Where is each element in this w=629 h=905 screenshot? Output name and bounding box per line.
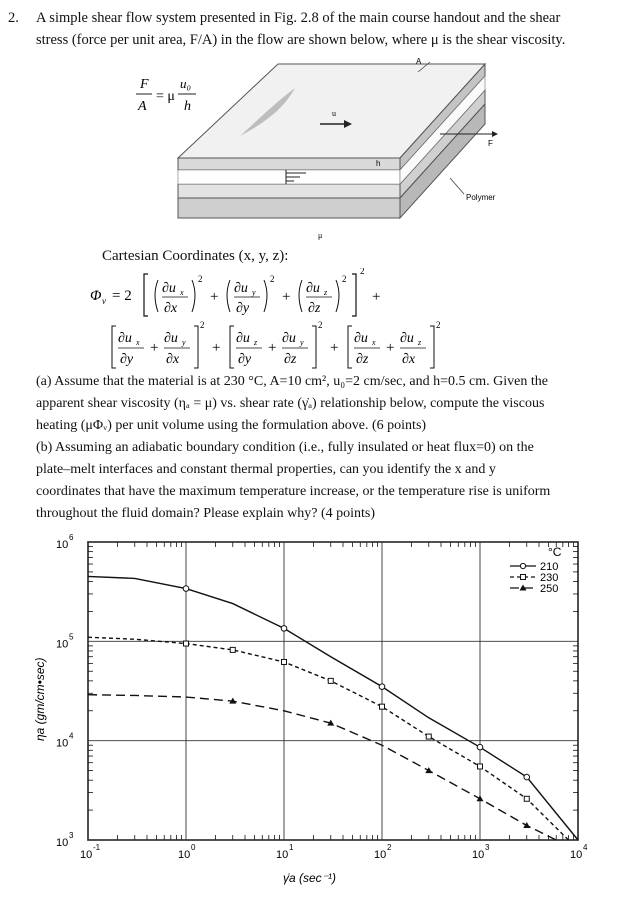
- polymer-leader: [450, 178, 464, 194]
- series-line-210: [88, 576, 578, 840]
- y-axis-label: ηa (gm/cm•sec): [33, 657, 47, 741]
- t2-num: ∂u: [234, 281, 248, 296]
- legend-label-230: 230: [540, 572, 559, 584]
- x-axis-label: γ̇a (sec⁻¹): [283, 871, 337, 885]
- l2-t4-num-sub: y: [300, 338, 304, 347]
- y-tick-exp: 3: [69, 831, 74, 840]
- x-tick-exp: -1: [93, 843, 101, 852]
- plus-2: +: [282, 289, 291, 305]
- l2-plus-a: +: [150, 340, 159, 356]
- l2-t2-num-sub: y: [182, 338, 186, 347]
- paren-3-right: [336, 280, 339, 312]
- paren-1-left: [155, 280, 158, 312]
- l2-t2-den: ∂x: [166, 352, 180, 367]
- marker-square: [230, 647, 235, 652]
- x-tick-exp: 4: [583, 843, 588, 852]
- marker-triangle: [477, 795, 484, 801]
- force-arrowhead-icon: [492, 131, 498, 137]
- formula-h: h: [184, 99, 191, 114]
- l2-t6-den: ∂x: [402, 352, 416, 367]
- part-b-line-1: (b) Assuming an adiabatic boundary condition (i.e., fully insulated or heat flux=0) on the: [36, 440, 534, 455]
- polymer-layer: [178, 184, 400, 198]
- y-tick-base: 10: [56, 638, 69, 651]
- t2-den: ∂y: [236, 301, 250, 316]
- marker-square: [380, 704, 385, 709]
- b2-square: 2: [318, 320, 323, 330]
- t3-num-sub: z: [324, 288, 328, 297]
- formula-eq: = μ: [156, 89, 175, 104]
- legend-marker-circle: [520, 563, 525, 568]
- question-number: 2.: [8, 10, 19, 26]
- l2-t2-num: ∂u: [164, 331, 178, 346]
- l2-plus-c: +: [386, 340, 395, 356]
- label-polymer: Polymer: [466, 193, 496, 202]
- legend-marker-square: [521, 575, 526, 580]
- part-b-line-3: coordinates that have the maximum temperature increase, or the temperature rise is uniform: [36, 484, 551, 499]
- paren-1-right: [192, 280, 195, 312]
- legend-title: °C: [548, 545, 562, 559]
- l2-plus-1: +: [212, 340, 221, 356]
- label-F: F: [488, 139, 493, 148]
- question-line-1: A simple shear flow system presented in Fig. 2.8 of the main course handout and the shear: [36, 10, 561, 26]
- l2-t4-num: ∂u: [282, 331, 296, 346]
- l2-t5-den: ∂z: [356, 352, 369, 367]
- phi-symbol: Φ: [90, 288, 102, 304]
- y-tick-exp: 5: [69, 632, 74, 642]
- plus-3: +: [372, 289, 381, 305]
- b2-right: [312, 326, 316, 368]
- equals-two: = 2: [112, 288, 132, 304]
- paren-3-left: [299, 280, 302, 312]
- y-tick-base: 10: [56, 737, 69, 750]
- t2-square: 2: [270, 274, 275, 284]
- marker-square: [478, 764, 483, 769]
- y-tick-exp: 6: [69, 533, 74, 542]
- y-tick-base: 10: [56, 539, 69, 551]
- l2-t6-num-sub: z: [418, 338, 422, 347]
- marker-square: [184, 641, 189, 646]
- l2-t3-den: ∂y: [238, 352, 252, 367]
- x-tick-base: 10: [374, 849, 387, 861]
- plus-1: +: [210, 289, 219, 305]
- t2-num-sub: y: [252, 288, 256, 297]
- y-tick-exp: 4: [69, 731, 74, 741]
- paren-2-left: [227, 280, 230, 312]
- part-a-line-1: (a) Assume that the material is at 230 °C, A=10 cm², u₀=2 cm/sec, and h=0.5 cm. Given the: [36, 374, 548, 389]
- coordinates-title: Cartesian Coordinates (x, y, z):: [102, 248, 289, 264]
- marker-circle: [477, 744, 483, 750]
- t1-den: ∂x: [164, 301, 178, 316]
- label-u: u: [332, 109, 336, 118]
- outer-bracket-left: [144, 274, 148, 316]
- l2-t6-num: ∂u: [400, 331, 414, 346]
- part-a-line-3: heating (μΦᵥ) per unit volume using the formulation above. (6 points): [36, 418, 427, 433]
- marker-triangle: [425, 767, 432, 773]
- part-b-line-2: plate–melt interfaces and constant thermal properties, can you identify the x and y: [36, 462, 496, 477]
- marker-square: [282, 659, 287, 664]
- l2-t1-den: ∂y: [120, 352, 134, 367]
- b3-square: 2: [436, 320, 441, 330]
- series-line-230: [88, 637, 569, 840]
- l2-t3-num-sub: z: [254, 338, 258, 347]
- marker-square: [426, 734, 431, 739]
- marker-triangle: [523, 822, 530, 828]
- x-tick-base: 10: [570, 849, 583, 861]
- l2-t1-num-sub: x: [136, 338, 140, 347]
- x-tick-exp: 3: [485, 843, 490, 852]
- outer-square: 2: [360, 268, 365, 276]
- formula-u0: u₀: [180, 76, 192, 91]
- b1-right: [194, 326, 198, 368]
- y-tick-base: 10: [56, 837, 69, 849]
- b1-left: [112, 326, 116, 368]
- t1-square: 2: [198, 274, 203, 284]
- x-tick-base: 10: [178, 849, 191, 861]
- marker-square: [524, 796, 529, 801]
- l2-t3-num: ∂u: [236, 331, 250, 346]
- bottom-plate-front: [178, 198, 400, 218]
- series-line-250: [88, 695, 556, 840]
- plot-frame: [88, 542, 578, 840]
- dissipation-equation: [90, 268, 560, 388]
- b3-right: [430, 326, 434, 368]
- x-tick-exp: 2: [387, 843, 392, 852]
- x-tick-exp: 1: [289, 843, 294, 852]
- b3-left: [348, 326, 352, 368]
- x-tick-exp: 0: [191, 843, 196, 852]
- t3-num: ∂u: [306, 281, 320, 296]
- l2-t1-num: ∂u: [118, 331, 132, 346]
- top-plate-front: [178, 158, 400, 170]
- t3-square: 2: [342, 274, 347, 284]
- b2-left: [230, 326, 234, 368]
- label-mu: μ: [318, 231, 323, 240]
- marker-square: [328, 678, 333, 683]
- formula-A: A: [138, 99, 147, 114]
- legend-label-250: 250: [540, 583, 559, 595]
- t1-num-sub: x: [180, 288, 184, 297]
- formula-F: F: [140, 77, 149, 92]
- marker-circle: [183, 586, 189, 592]
- marker-circle: [524, 774, 530, 780]
- question-line-2: stress (force per unit area, F/A) in the flow are shown below, where μ is the shear viscosity.: [36, 32, 566, 48]
- viscosity-chart: [0, 524, 629, 905]
- x-tick-base: 10: [472, 849, 485, 861]
- label-A: A: [416, 58, 422, 66]
- marker-circle: [281, 626, 287, 632]
- x-tick-base: 10: [276, 849, 289, 861]
- marker-circle: [379, 684, 385, 690]
- l2-plus-b: +: [268, 340, 277, 356]
- legend-label-210: 210: [540, 561, 559, 573]
- outer-bracket-right: [352, 274, 356, 316]
- shear-flow-figure: [100, 58, 520, 246]
- l2-t5-num: ∂u: [354, 331, 368, 346]
- t3-den: ∂z: [308, 301, 321, 316]
- b1-square: 2: [200, 320, 205, 330]
- phi-subscript: v: [102, 296, 106, 306]
- part-b-line-4: throughout the fluid domain? Please explain why? (4 points): [36, 506, 376, 521]
- x-tick-base: 10: [80, 849, 93, 861]
- l2-plus-2: +: [330, 340, 339, 356]
- paren-2-right: [264, 280, 267, 312]
- part-a-line-2: apparent shear viscosity (ηₐ = μ) vs. shear rate (γ̇ₐ) relationship below, compute the viscous: [36, 396, 545, 411]
- l2-t5-num-sub: x: [372, 338, 376, 347]
- l2-t4-den: ∂z: [284, 352, 297, 367]
- label-h: h: [376, 159, 381, 168]
- t1-num: ∂u: [162, 281, 176, 296]
